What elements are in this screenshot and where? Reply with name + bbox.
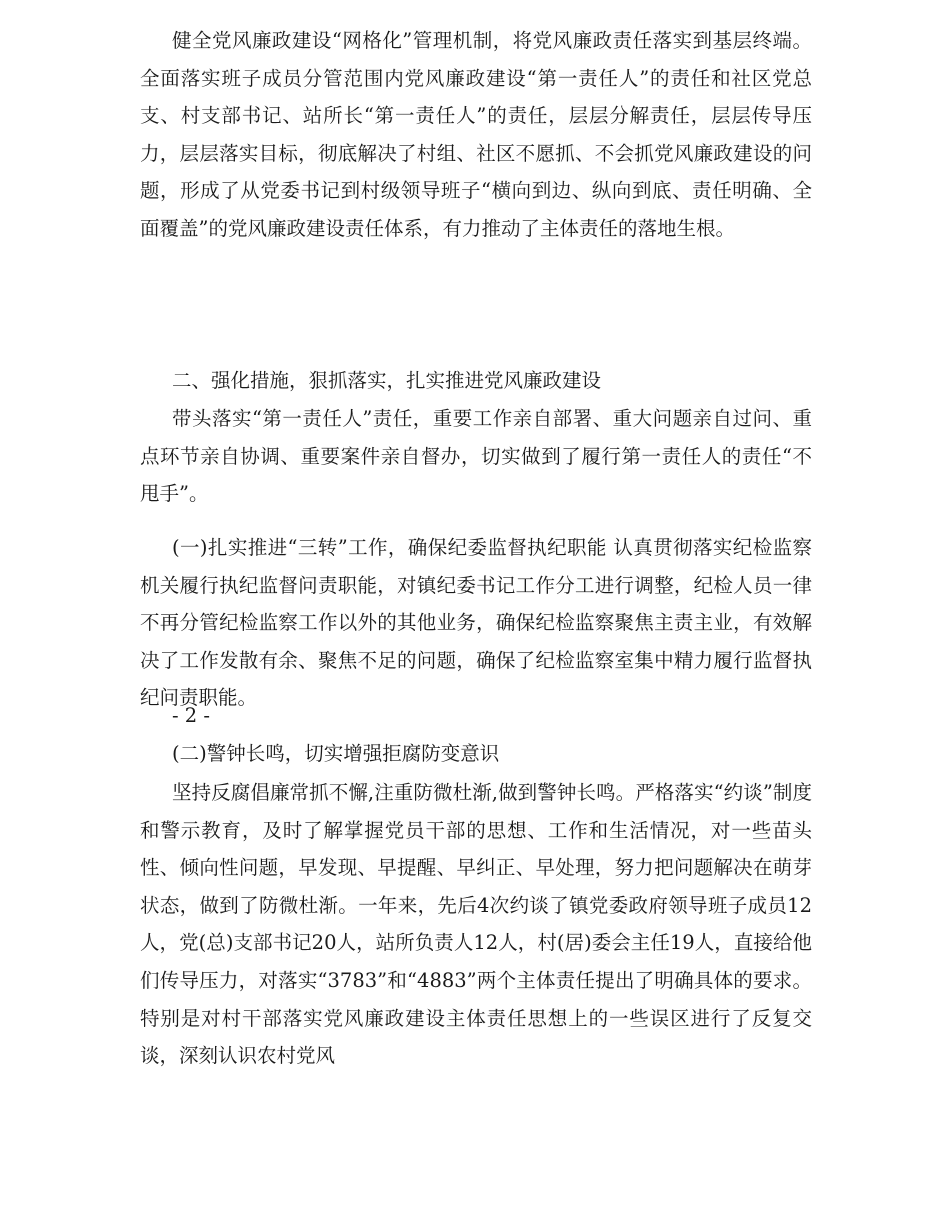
body-paragraph-1: 健全党风廉政建设“网格化”管理机制，将党风廉政责任落实到基层终端。全面落实班子成员分管范围内党风廉政建设“第一责任人”的责任和社区党总支、村支部书记、站所长“第一责任人”的责任，层层分解责任，层层传导压力，层层落实目标，彻底解决了村组、社区不愿抓、不会抓党风廉政建设的问题，形成了从党委书记到村级领导班子“横向到边、纵向到底、责任明确、全面覆盖”的党风廉政建设责任体系，有力推动了主体责任的落地生根。 [140,29,812,240]
section-heading-2: 二、强化措施，狠抓落实，扎实推进党风廉政建设 [172,369,602,392]
subsection-heading-2: (二)警钟长鸣，切实增强拒腐防变意识 [172,742,500,765]
body-paragraph-3: (一)扎实推进“三转”工作，确保纪委监督执纪职能 认真贯彻落实纪检监察机关履行执纪监督问责职能，对镇纪委书记工作分工进行调整，纪检人员一律不再分管纪检监察工作以外的其他业务，确保纪检监察聚焦主责主业，有效解决了工作发散有余、聚焦不足的问题，确保了纪检监察室集中精力履行监督执纪问责职能。 [140,536,812,710]
body-paragraph-4: 坚持反腐倡廉常抓不懈,注重防微杜渐,做到警钟长鸣。严格落实“约谈”制度和警示教育，及时了解掌握党员干部的思想、工作和生活情况，对一些苗头性、倾向性问题，早发现、早提醒、早纠正、早处理，努力把问题解决在萌芽状态，做到了防微杜渐。一年来，先后4次约谈了镇党委政府领导班子成员12人，党(总)支部书记20人，站所负责人12人，村(居)委会主任19人，直接给他们传导压力，对落实“3783”和“4883”两个主体责任提出了明确具体的要求。特别是对村干部落实党风廉政建设主体责任思想上的一些误区进行了反复交谈，深刻认识农村党风 [140,781,812,1068]
page-number: - 2 - [172,704,210,727]
body-paragraph-2: 带头落实“第一责任人”责任，重要工作亲自部署、重大问题亲自过问、重点环节亲自协调、重要案件亲自督办，切实做到了履行第一责任人的责任“不甩手”。 [140,407,812,506]
